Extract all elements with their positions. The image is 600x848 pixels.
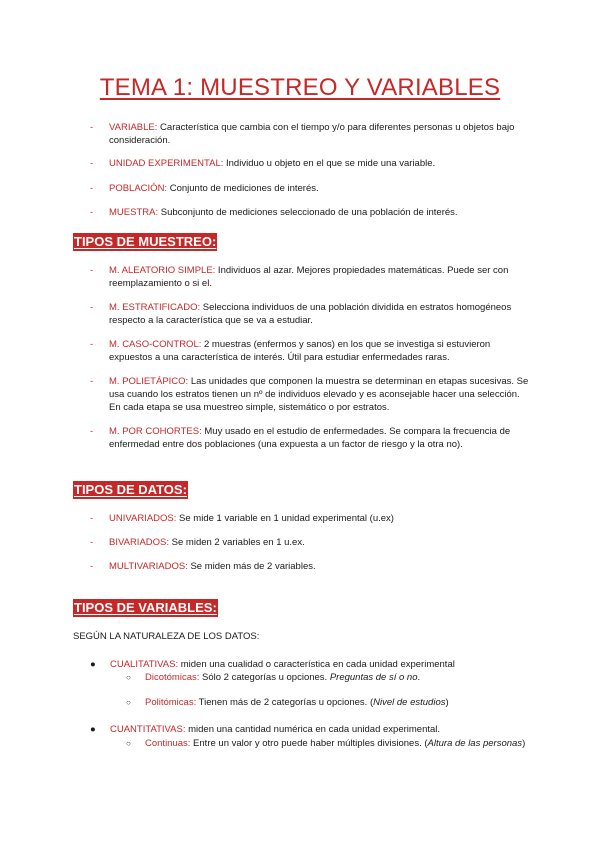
definition-text: miden una cualidad o característica en cada unidad experimental [178,659,455,670]
list-item-dicotomicas [126,671,526,684]
list-item-continuas [126,737,526,750]
dash-bullet: - [90,158,94,169]
list-item [90,121,530,147]
bullet-circle: ○ [126,698,131,707]
dash-bullet: - [90,339,94,350]
list-item [90,157,530,170]
list-item [90,206,530,219]
list-item-cualitativas [90,658,530,671]
list-item-cuantitativas [90,723,530,736]
dash-bullet: - [90,183,94,194]
section-heading-muestreo: TIPOS DE MUESTREO: [74,234,217,249]
definition-text: Se mide 1 variable en 1 unidad experimental (u.ex) [176,513,394,524]
example-text: Altura de las personas [427,738,523,749]
section-heading-variables: TIPOS DE VARIABLES: [74,600,217,615]
section-heading-datos: TIPOS DE DATOS: [74,482,187,497]
list-item-politomicas [126,696,526,709]
term-label: M. POLIETÁPICO: [109,376,189,387]
definition-text: Sólo 2 categorías u opciones. [199,672,330,683]
definition-text: Se miden más de 2 variables. [187,561,316,572]
definition-text: miden una cantidad numérica en cada unidad experimental. [185,724,441,735]
closing-text: . [417,672,421,683]
closing-text: ) [522,738,526,749]
bullet-dot: ● [90,724,96,735]
term-label: M. ESTRATIFICADO: [109,302,201,313]
dash-bullet: - [90,376,94,387]
definition-text: Conjunto de mediciones de interés. [167,183,319,194]
definition-text: Tienen más de 2 categorías u opciones. ( [196,697,374,708]
definition-text: Muy usado en el estudio de enfermedades. Se compara la frecuencia de enfermedad entre dos poblaciones (una expuesta a un factor de riesgo y la otra no). [109,426,511,450]
example-text: Preguntas de sí o no [329,672,418,683]
term-label: BIVARIADOS: [109,537,170,548]
term-label: M. POR COHORTES: [109,426,202,437]
dash-bullet: - [90,207,94,218]
term-label: Politómicas: [145,697,197,708]
term-label: CUALITATIVAS: [110,659,179,670]
definition-text: Individuo u objeto en el que se mide una variable. [223,158,436,169]
list-item [90,182,530,195]
definition-text: Se miden 2 variables en 1 u.ex. [169,537,305,548]
term-label: UNIVARIADOS: [109,513,177,524]
subheading-naturaleza: SEGÚN LA NATURALEZA DE LOS DATOS: [73,631,260,642]
term-label: CUANTITATIVAS: [110,724,186,735]
dash-bullet: - [90,122,94,133]
page-title: TEMA 1: MUESTREO Y VARIABLES [99,74,501,101]
term-label: Continuas: [145,738,191,749]
list-item [90,375,530,414]
list-item [90,560,530,573]
list-item [90,425,530,451]
dash-bullet: - [90,302,94,313]
example-text: Nivel de estudios [373,697,446,708]
dash-bullet: - [90,426,94,437]
definition-text: Característica que cambia con el tiempo y/o para diferentes personas u objetos bajo consideración. [109,122,515,146]
list-item [90,536,530,549]
definition-text: Selecciona individuos de una población dividida en estratos homogéneos respecto a la característica que se va a estudiar. [109,302,512,326]
dash-bullet: - [90,265,94,276]
definition-text: 2 muestras (enfermos y sanos) en los que se investiga si estuvieron expuestos a una característica de interés. Útil para estudiar enfermedades raras. [109,339,491,363]
dash-bullet: - [90,513,94,524]
term-label: M. CASO-CONTROL: [109,339,202,350]
term-label: UNIDAD EXPERIMENTAL: [109,158,224,169]
term-label: MUESTRA: [109,207,159,218]
dash-bullet: - [90,561,94,572]
definition-text: Subconjunto de mediciones seleccionado de una población de interés. [158,207,458,218]
term-label: POBLACIÓN: [109,183,168,194]
term-label: M. ALEATORIO SIMPLE: [109,265,216,276]
list-item [90,512,530,525]
term-label: VARIABLE: [109,122,158,133]
closing-text: ) [445,697,449,708]
bullet-circle: ○ [126,739,131,748]
list-item [90,338,530,364]
definition-text: Individuos al azar. Mejores propiedades matemáticas. Puede ser con reemplazamiento o si el. [109,265,509,289]
term-label: Dicotómicas: [145,672,200,683]
term-label: MULTIVARIADOS: [109,561,188,572]
bullet-circle: ○ [126,673,131,682]
dash-bullet: - [90,537,94,548]
definition-text: Las unidades que componen la muestra se determinan en etapas sucesivas. Se usa cuando los estratos tienen un nº de individuos elevado y es aconsejable hacer una selección. En cada etapa se usa muestreo simple, sistemático o por estratos. [109,376,529,413]
bullet-dot: ● [90,659,96,670]
definition-text: Entre un valor y otro puede haber múltiples divisiones. ( [190,738,428,749]
list-item [90,264,530,290]
list-item [90,301,530,327]
